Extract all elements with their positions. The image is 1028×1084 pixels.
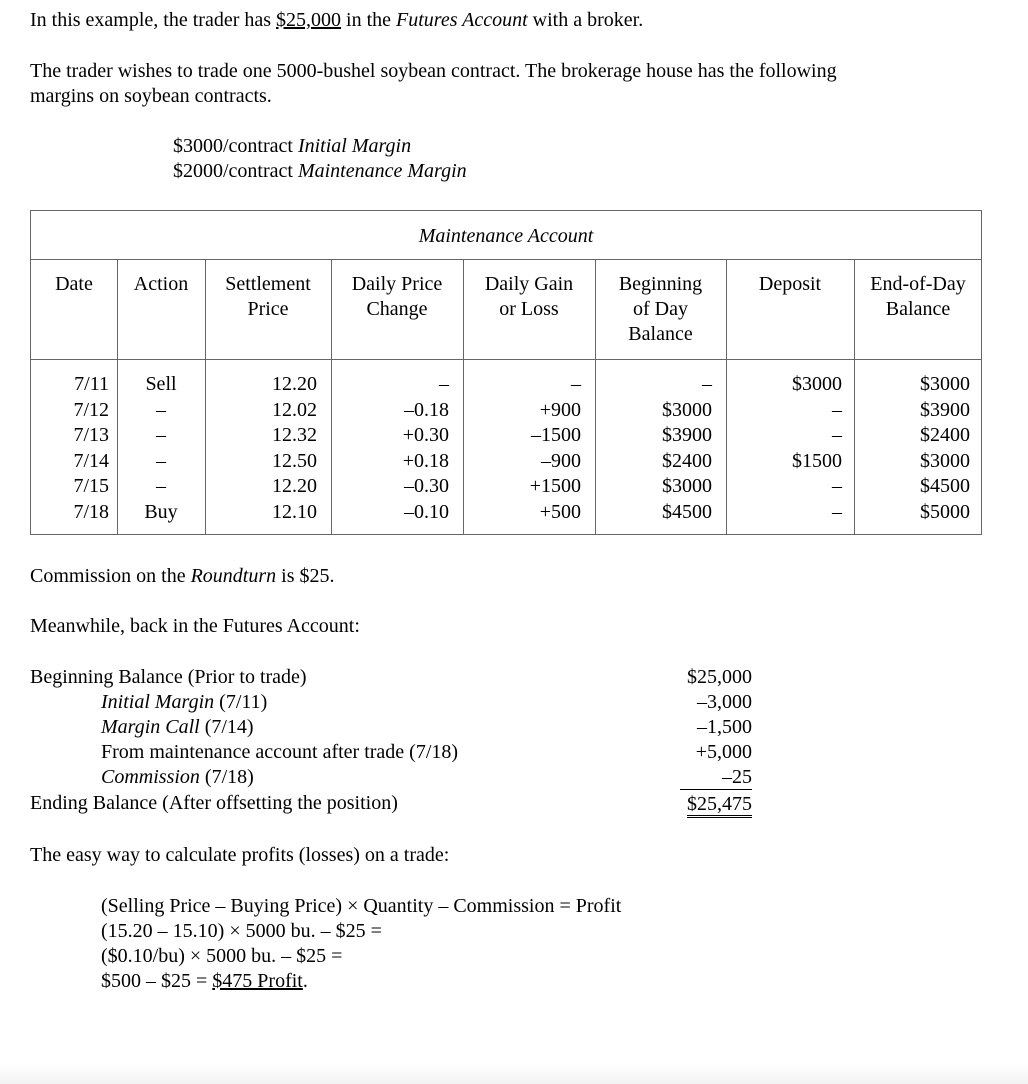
maintenance-margin [173,159,467,184]
text: $500 – $25 = [101,970,213,992]
text: Roundturn [190,565,277,587]
meanwhile-text: Meanwhile, back in the Futures Account: [30,615,360,637]
table-cell: – [832,424,842,446]
text: (7/18) [199,766,254,788]
text: Margin Call [101,716,200,738]
ledger-comm-label [101,765,254,790]
table-cell: 7/14 [73,449,109,472]
formula-line-3: ($0.10/bu) × 5000 bu. – $25 = [101,945,343,967]
table-cell: –1500 [531,424,581,446]
table-cell: $4500 [662,500,712,523]
ledger-call-label [101,715,254,740]
futures-account-term: Futures Account [396,9,528,31]
intro-line-3: margins on soybean contracts. [30,85,272,107]
table-cell: – [439,373,449,395]
ledger-initial-value: –3,000 [697,691,752,713]
text: $2000/contract [173,160,298,182]
initial-margin [173,134,411,159]
table-cell: +0.30 [402,424,449,446]
intro-line-1 [30,8,643,33]
table-cell: $3000 [662,475,712,497]
column-header: Action [133,273,189,295]
table-cell: +0.18 [402,449,449,472]
table-cell: 12.20 [272,373,317,395]
intro-line-2: The trader wishes to trade one 5000-bushel soybean contract. The brokerage house has the following [30,60,837,82]
ledger-begin-value: $25,000 [687,666,752,688]
table-cell: 12.10 [272,500,317,523]
text: (7/14) [199,716,254,738]
ledger-begin-label: Beginning Balance (Prior to trade) [30,666,307,688]
table-cell: – [702,373,712,395]
table-cell: $2400 [920,424,970,446]
text: (7/11) [214,691,268,713]
table-cell: – [156,398,166,421]
column-header: Settlement Price [225,273,311,320]
ledger-initial-label [101,690,267,715]
table-cell: 12.02 [272,398,317,421]
table-cell: 7/11 [74,373,109,395]
table-cell: Buy [144,500,178,523]
table-cell: –0.30 [404,475,449,497]
table-cell: Sell [145,373,177,395]
page-bottom-edge [0,1064,1028,1084]
table-cell: – [832,500,842,523]
table-cell: $3900 [920,398,970,421]
table-cell: $1500 [792,449,842,472]
text: is $25. [276,565,335,587]
table-cell: 12.32 [272,424,317,446]
ledger-from-label: From maintenance account after trade (7/18) [101,741,459,763]
table-cell: – [832,398,842,421]
formula-line-2: (15.20 – 15.10) × 5000 bu. – $25 = [101,920,382,942]
table-cell: $3000 [920,373,970,395]
formula-line-1: (Selling Price – Buying Price) × Quantity – Commission = Profit [101,895,622,917]
column-header: Deposit [758,273,822,295]
column-header: End-of-Day Balance [870,273,966,320]
futures-amount: $25,000 [276,9,342,31]
text: Commission on the [30,565,191,587]
table-cell: +1500 [529,475,581,497]
column-header: Daily Gain or Loss [484,273,574,320]
table-cell: +900 [539,398,581,421]
table-cell: $2400 [662,449,712,472]
table-cell: $5000 [920,500,970,523]
ledger-from-value: +5,000 [695,741,752,763]
table-cell: – [832,475,842,497]
ledger-end-label: Ending Balance (After offsetting the position) [30,792,398,814]
table-cell: $3000 [662,398,712,421]
ledger-end-value: $25,475 [687,793,752,818]
table-cell: 12.50 [272,449,317,472]
table-cell: 7/13 [73,424,109,446]
text: Initial Margin [297,135,412,157]
column-header: Date [55,273,93,295]
table-cell: –0.18 [404,398,449,421]
ledger-call-value: –1,500 [697,716,752,738]
maintenance-account-table [30,210,982,535]
text: Maintenance Margin [297,160,467,182]
easy-way-text: The easy way to calculate profits (losses) on a trade: [30,844,450,866]
column-header: Daily Price Change [351,273,443,320]
profit-result: $475 Profit [212,970,303,992]
column-header: Beginning of Day Balance [618,273,703,345]
table-cell: 7/12 [73,398,109,421]
text: Initial Margin [101,691,215,713]
table-cell: 7/18 [73,500,109,523]
table-cell: $4500 [920,475,970,497]
table-cell: – [156,449,166,472]
formula-line-4 [101,969,308,994]
text: In this example, the trader has [30,9,277,31]
table-cell: +500 [539,500,581,523]
table-cell: – [156,424,166,446]
text: in the [341,9,397,31]
commission-note [30,564,334,589]
table-cell: 7/15 [73,475,109,497]
table-cell: – [156,475,166,497]
text: with a broker. [527,9,644,31]
table-cell: $3000 [920,449,970,472]
ledger-comm-value: –25 [680,765,752,790]
table-title: Maintenance Account [31,211,981,260]
table-cell: $3000 [792,373,842,395]
table-cell: – [571,373,581,395]
table-cell: $3900 [662,424,712,446]
table-cell: –0.10 [404,500,449,523]
text: $3000/contract [173,135,298,157]
table-cell: –900 [541,449,581,472]
table-cell: 12.20 [272,475,317,497]
text: Commission [101,766,200,788]
text: . [302,970,308,992]
